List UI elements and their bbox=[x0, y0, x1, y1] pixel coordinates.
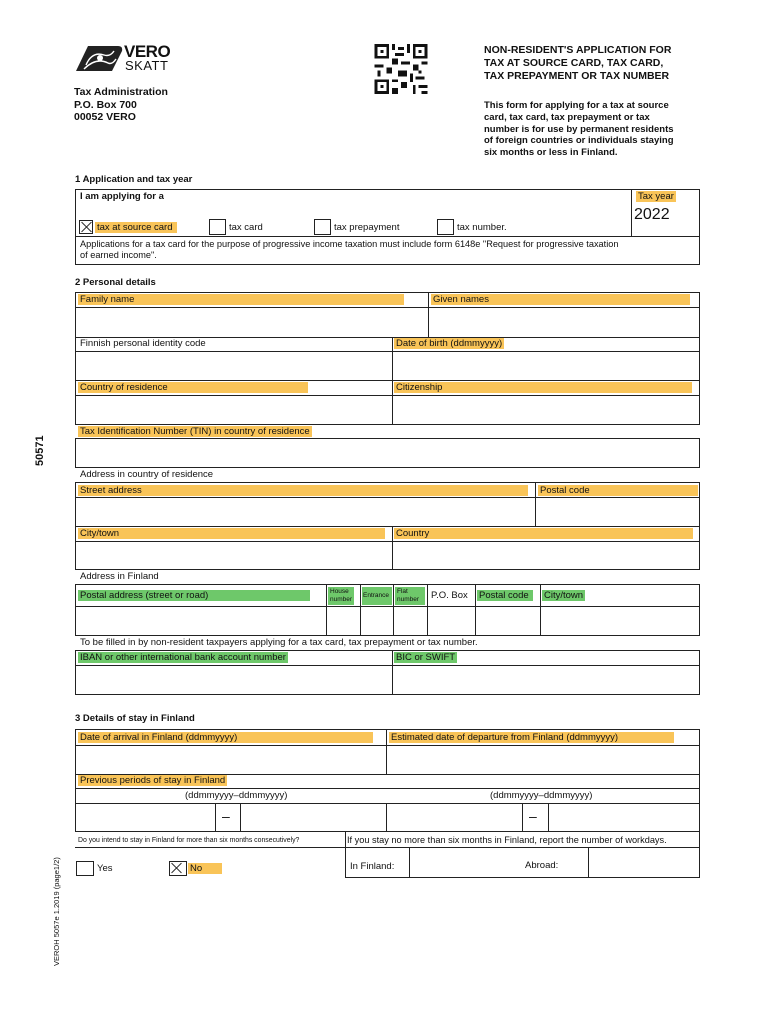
intro-text bbox=[484, 100, 674, 159]
intro-line-3: number is for use by permanent residents bbox=[484, 123, 674, 135]
in-finland-label: In Finland: bbox=[350, 861, 395, 872]
street-address-field[interactable] bbox=[76, 498, 534, 525]
country-label: Country bbox=[394, 528, 693, 540]
flat-number-field[interactable] bbox=[394, 607, 426, 634]
entrance-label: Entrance bbox=[362, 587, 392, 605]
tin-field[interactable] bbox=[75, 438, 700, 468]
option-tax-at-source-card-label: tax at source card bbox=[95, 222, 177, 234]
tin-label: Tax Identification Number (TIN) in country of residence bbox=[80, 426, 310, 437]
identity-code-label: Finnish personal identity code bbox=[80, 338, 206, 349]
applying-for-label: I am applying for a bbox=[80, 191, 164, 202]
city-town-fi-label: City/town bbox=[544, 590, 584, 601]
section1-note-line-1: Applications for a tax card for the purpose of progressive income taxation must include form 6148e "Request for progressive taxation bbox=[80, 239, 619, 249]
title-line-1: NON-RESIDENT'S APPLICATION FOR bbox=[484, 44, 672, 56]
given-names-field[interactable] bbox=[429, 308, 698, 336]
previous-period-1-end[interactable] bbox=[241, 804, 385, 830]
intro-line-4: of foreign countries or individuals staying bbox=[484, 135, 674, 147]
address-finland-heading: Address in Finland bbox=[80, 571, 159, 582]
abroad-workdays-field[interactable] bbox=[589, 848, 698, 876]
city-town-fi-field[interactable] bbox=[541, 607, 698, 634]
house-number-label: House number bbox=[330, 588, 353, 603]
abroad-label: Abroad: bbox=[525, 860, 559, 871]
section1-title: 1 Application and tax year bbox=[75, 174, 193, 185]
identity-code-field[interactable] bbox=[76, 352, 391, 379]
form-footer: VEROH 5057e 1.2019 (page1/2) bbox=[52, 857, 61, 966]
city-town-field[interactable] bbox=[76, 542, 391, 568]
section3-title: 3 Details of stay in Finland bbox=[75, 713, 195, 724]
qr-code-icon bbox=[374, 44, 428, 94]
postal-address-field[interactable] bbox=[76, 607, 325, 634]
period-dash-2: – bbox=[529, 808, 537, 824]
bank-note: To be filled in by non-resident taxpayers applying for a tax card, tax prepayment or tax number. bbox=[80, 637, 478, 648]
date-of-birth-field[interactable] bbox=[393, 352, 698, 379]
option-tax-at-source-card-checkbox[interactable] bbox=[79, 220, 93, 234]
previous-period-1-start[interactable] bbox=[76, 804, 214, 830]
tax-year-field[interactable] bbox=[633, 204, 697, 232]
tax-year-value: 2022 bbox=[634, 206, 670, 223]
departure-label: Estimated date of departure from Finland (ddmmyyyy) bbox=[389, 732, 674, 744]
arrival-label: Date of arrival in Finland (ddmmyyyy) bbox=[78, 732, 373, 744]
city-town-label: City/town bbox=[78, 528, 385, 540]
option-tax-card-label: tax card bbox=[229, 222, 263, 233]
vero-emblem-icon bbox=[74, 43, 124, 73]
country-of-residence-label: Country of residence bbox=[78, 382, 308, 394]
intro-line-2: card, tax card, tax prepayment or tax bbox=[484, 111, 650, 123]
period-dash-1: – bbox=[222, 808, 230, 824]
address-country-heading: Address in country of residence bbox=[80, 469, 214, 480]
title-line-3: TAX PREPAYMENT OR TAX NUMBER bbox=[484, 70, 670, 82]
section2-title: 2 Personal details bbox=[75, 277, 156, 288]
family-name-label: Family name bbox=[78, 294, 404, 306]
postal-code-fi-label: Postal code bbox=[477, 590, 533, 602]
postal-code-label: Postal code bbox=[538, 485, 698, 497]
yes-label: Yes bbox=[97, 863, 113, 874]
entrance-field[interactable] bbox=[361, 607, 392, 634]
address-line-1: Tax Administration bbox=[74, 86, 168, 98]
option-tax-prepayment-checkbox[interactable] bbox=[314, 219, 331, 235]
intend-question: Do you intend to stay in Finland for more than six months consecutively? bbox=[78, 837, 300, 844]
country-field[interactable] bbox=[393, 542, 698, 568]
citizenship-label: Citizenship bbox=[394, 382, 692, 394]
yes-checkbox[interactable] bbox=[76, 861, 94, 876]
previous-period-2-end[interactable] bbox=[549, 804, 698, 830]
street-address-label: Street address bbox=[78, 485, 528, 497]
country-of-residence-field[interactable] bbox=[76, 396, 391, 423]
house-number-field[interactable] bbox=[327, 607, 359, 634]
previous-periods-label: Previous periods of stay in Finland bbox=[80, 775, 226, 786]
postal-code-fi-field[interactable] bbox=[476, 607, 539, 634]
address-block bbox=[74, 86, 168, 124]
departure-field[interactable] bbox=[387, 746, 698, 773]
arrival-field[interactable] bbox=[76, 746, 385, 773]
option-tax-prepayment-label: tax prepayment bbox=[334, 222, 400, 233]
bic-field[interactable] bbox=[393, 666, 698, 693]
given-names-label: Given names bbox=[431, 294, 690, 306]
postal-code-field[interactable] bbox=[536, 498, 698, 525]
date-of-birth-label: Date of birth (ddmmyyyy) bbox=[396, 338, 503, 349]
in-finland-workdays-field[interactable] bbox=[410, 848, 587, 876]
bic-label: BIC or SWIFT bbox=[396, 652, 456, 663]
citizenship-field[interactable] bbox=[393, 396, 698, 423]
flat-number-label: Flat number bbox=[395, 587, 425, 605]
address-line-2: P.O. Box 700 bbox=[74, 98, 137, 111]
tax-year-label: Tax year bbox=[638, 191, 674, 202]
title-block bbox=[484, 44, 671, 83]
po-box-field[interactable] bbox=[428, 607, 474, 634]
postal-address-label: Postal address (street or road) bbox=[78, 590, 310, 602]
period-format-2: (ddmmyyyy–ddmmyyyy) bbox=[490, 790, 593, 801]
no-label: No bbox=[188, 863, 222, 875]
intro-line-1: This form for applying for a tax at source bbox=[484, 100, 669, 111]
family-name-field[interactable] bbox=[76, 308, 427, 336]
workdays-note: If you stay no more than six months in Finland, report the number of workdays. bbox=[347, 835, 667, 845]
option-tax-card-checkbox[interactable] bbox=[209, 219, 226, 235]
option-tax-number-checkbox[interactable] bbox=[437, 219, 454, 235]
no-checkbox[interactable] bbox=[169, 861, 187, 876]
address-line-3: 00052 VERO bbox=[74, 111, 136, 123]
period-format-1: (ddmmyyyy–ddmmyyyy) bbox=[185, 790, 288, 801]
logo-word-skatt: SKATT bbox=[125, 58, 169, 73]
previous-period-2-start[interactable] bbox=[387, 804, 521, 830]
option-tax-number-label: tax number. bbox=[457, 222, 507, 233]
po-box-label: P.O. Box bbox=[431, 590, 468, 601]
iban-label: IBAN or other international bank account number bbox=[80, 652, 286, 663]
vero-logo bbox=[74, 43, 174, 73]
intro-line-5: six months or less in Finland. bbox=[484, 147, 618, 159]
title-line-2: TAX AT SOURCE CARD, TAX CARD, bbox=[484, 57, 664, 69]
form-code: 50571 bbox=[34, 435, 46, 466]
logo-word-vero: VERO bbox=[124, 42, 171, 61]
iban-field[interactable] bbox=[76, 666, 391, 693]
section1-note-line-2: of earned income". bbox=[80, 250, 157, 260]
